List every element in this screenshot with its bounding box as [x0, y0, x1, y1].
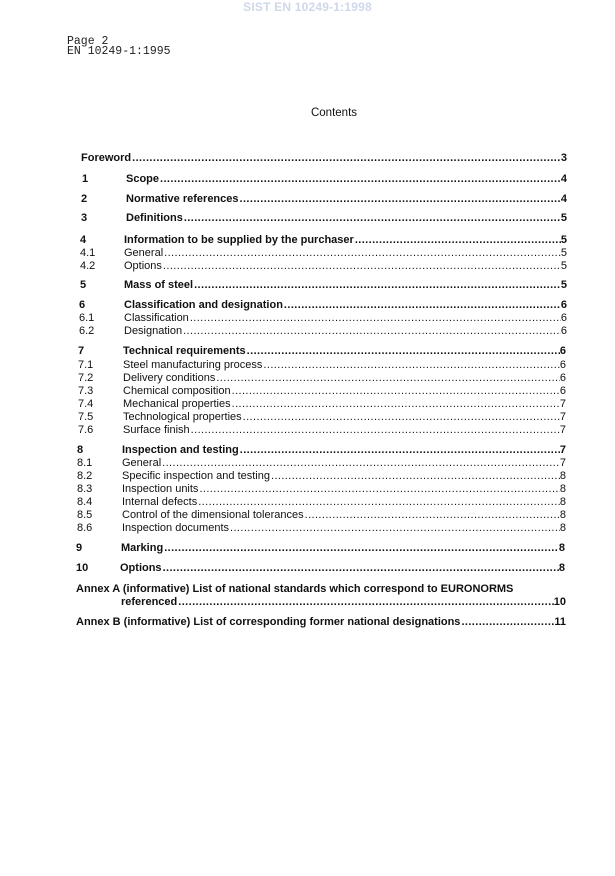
toc-entry-page: 7 — [559, 457, 566, 469]
toc-entry-title: Scope — [126, 173, 160, 185]
toc-entry-page: 6 — [560, 325, 567, 337]
toc-leader-dots — [191, 423, 560, 437]
toc-entry-page: 8 — [559, 496, 566, 508]
toc-entry-title: Designation — [124, 325, 183, 337]
toc-entry-page: 3 — [560, 152, 567, 164]
toc-entry-title: Delivery conditions — [123, 372, 216, 384]
toc-entry-title: Technological properties — [123, 411, 242, 423]
toc-entry — [78, 423, 566, 437]
toc-entry-title: Chemical composition — [123, 385, 231, 397]
toc-leader-dots — [355, 233, 561, 247]
toc-entry-page: 6 — [559, 345, 566, 357]
contents-title: Contents — [310, 107, 358, 119]
toc-entry-page: 6 — [559, 359, 566, 371]
toc-entry-page: 5 — [560, 260, 567, 272]
toc-leader-dots — [162, 456, 560, 470]
toc-entry — [79, 324, 567, 338]
toc-entry-title: Definitions — [126, 212, 183, 224]
toc-entry-title: Annex A (informative) List of national standards which correspond to EURONORMS — [76, 583, 514, 595]
toc-entry-page: 5 — [560, 279, 567, 291]
toc-entry-number: 8.4 — [77, 496, 93, 508]
toc-entry — [76, 615, 566, 629]
toc-entry-page: 8 — [559, 470, 566, 482]
toc-entry-number: 3 — [81, 212, 88, 224]
toc-entry-page: 6 — [560, 312, 567, 324]
toc-entry-page: 8 — [559, 509, 566, 521]
toc-entry — [121, 595, 566, 609]
toc-entry-title: Inspection and testing — [122, 444, 239, 456]
toc-entry-page: 8 — [559, 483, 566, 495]
toc-entry-page: 4 — [560, 193, 567, 205]
toc-entry — [77, 482, 566, 496]
toc-entry-page: 6 — [560, 299, 567, 311]
toc-entry-number: 8.1 — [77, 457, 93, 469]
toc-entry-number: 6.1 — [79, 312, 95, 324]
toc-leader-dots — [198, 495, 560, 509]
toc-entry-number: 8.5 — [77, 509, 93, 521]
toc-entry-title: Technical requirements — [123, 345, 246, 357]
toc-entry-number: 4 — [80, 234, 87, 246]
toc-entry — [78, 358, 566, 372]
toc-entry-title: Options — [120, 562, 162, 574]
toc-entry-title: Marking — [121, 542, 164, 554]
toc-entry-number: 8.3 — [77, 483, 93, 495]
toc-entry-number: 7.2 — [78, 372, 94, 384]
toc-entry-number: 2 — [81, 193, 88, 205]
document-id: EN 10249-1:1995 — [67, 45, 171, 58]
toc-entry-title: Classification and designation — [124, 299, 283, 311]
toc-entry-page: 7 — [559, 444, 566, 456]
toc-entry-title: Mechanical properties — [123, 398, 231, 410]
toc-leader-dots — [284, 298, 561, 312]
toc-entry — [81, 192, 567, 206]
toc-entry-title: Inspection documents — [122, 522, 230, 534]
toc-entry — [78, 384, 566, 398]
toc-entry — [78, 344, 566, 358]
toc-leader-dots — [132, 151, 561, 165]
toc-leader-dots — [232, 397, 560, 411]
toc-entry-title: Control of the dimensional tolerances — [122, 509, 304, 521]
toc-entry-page: 5 — [560, 234, 567, 246]
toc-entry-title: General — [122, 457, 162, 469]
toc-entry-number: 7.1 — [78, 359, 94, 371]
toc-entry — [78, 397, 566, 411]
toc-entry-title: Foreword — [81, 152, 132, 164]
toc-entry-number: 10 — [76, 562, 89, 574]
toc-entry — [80, 278, 567, 292]
toc-entry — [81, 151, 567, 165]
toc-entry-title: Specific inspection and testing — [122, 470, 270, 482]
toc-entry-number: 1 — [82, 173, 89, 185]
toc-entry — [77, 456, 566, 470]
toc-leader-dots — [163, 259, 561, 273]
toc-entry-page: 8 — [559, 522, 566, 534]
toc-entry-page: 8 — [558, 542, 565, 554]
toc-leader-dots — [216, 371, 560, 385]
toc-entry — [78, 371, 566, 385]
toc-entry — [76, 541, 565, 555]
toc-entry-page: 7 — [559, 398, 566, 410]
toc-entry-number: 8.6 — [77, 522, 93, 534]
toc-leader-dots — [230, 521, 560, 535]
toc-entry-number: 9 — [76, 542, 83, 554]
toc-entry-title: Normative references — [126, 193, 239, 205]
page-label: Page 2 — [67, 35, 109, 48]
toc-leader-dots — [160, 172, 561, 186]
toc-entry-number: 4.1 — [80, 247, 96, 259]
toc-leader-dots — [178, 595, 553, 609]
toc-entry-number: 7 — [78, 345, 85, 357]
toc-entry — [80, 233, 567, 247]
toc-entry — [78, 410, 566, 424]
toc-leader-dots — [461, 615, 554, 629]
toc-leader-dots — [305, 508, 560, 522]
toc-entry — [76, 582, 565, 596]
toc-entry-number: 4.2 — [80, 260, 96, 272]
watermark: SIST EN 10249-1:1998 — [243, 0, 372, 14]
toc-leader-dots — [240, 443, 560, 457]
toc-entry-page: 7 — [559, 424, 566, 436]
toc-entry-page: 8 — [558, 562, 565, 574]
toc-entry-title: referenced — [121, 596, 178, 608]
toc-entry-page: 11 — [554, 616, 566, 628]
toc-leader-dots — [164, 246, 561, 260]
toc-entry-page: 7 — [559, 411, 566, 423]
toc-entry — [77, 443, 566, 457]
toc-entry — [79, 298, 567, 312]
toc-entry — [79, 311, 567, 325]
toc-entry-title: General — [124, 247, 164, 259]
toc-entry-number: 7.5 — [78, 411, 94, 423]
toc-entry — [77, 469, 566, 483]
toc-leader-dots — [183, 324, 561, 338]
toc-entry-title: Annex B (informative) List of corresponding former national designations — [76, 616, 461, 628]
toc-entry — [77, 508, 566, 522]
toc-entry-title: Classification — [124, 312, 189, 324]
toc-entry — [80, 259, 567, 273]
toc-leader-dots — [271, 469, 560, 483]
toc-leader-dots — [263, 358, 559, 372]
toc-leader-dots — [163, 561, 559, 575]
toc-leader-dots — [247, 344, 560, 358]
toc-entry-title: Information to be supplied by the purchaser — [124, 234, 354, 246]
toc-entry — [77, 495, 566, 509]
toc-leader-dots — [199, 482, 559, 496]
toc-entry-page: 6 — [559, 372, 566, 384]
toc-entry-number: 5 — [80, 279, 87, 291]
toc-leader-dots — [164, 541, 559, 555]
toc-leader-dots — [194, 278, 561, 292]
toc-entry-number: 7.4 — [78, 398, 94, 410]
toc-entry — [82, 172, 567, 186]
toc-entry-title: Mass of steel — [124, 279, 194, 291]
toc-entry — [76, 561, 565, 575]
toc-entry — [80, 246, 567, 260]
toc-entry-title: Options — [124, 260, 162, 272]
toc-entry-title: Internal defects — [122, 496, 198, 508]
toc-entry-page: 4 — [560, 173, 567, 185]
toc-leader-dots — [184, 211, 561, 225]
toc-leader-dots — [232, 384, 560, 398]
toc-leader-dots — [190, 311, 561, 325]
toc-entry — [81, 211, 567, 225]
toc-entry-page: 5 — [560, 247, 567, 259]
toc-leader-dots — [243, 410, 560, 424]
toc-entry-number: 8 — [77, 444, 84, 456]
toc-entry-title: Inspection units — [122, 483, 199, 495]
toc-entry-title: Steel manufacturing process — [123, 359, 263, 371]
toc-entry-title: Surface finish — [123, 424, 190, 436]
toc-entry-page: 6 — [559, 385, 566, 397]
toc-entry-page: 10 — [553, 596, 566, 608]
toc-leader-dots — [240, 192, 561, 206]
toc-entry-page: 5 — [560, 212, 567, 224]
toc-entry-number: 7.6 — [78, 424, 94, 436]
toc-entry-number: 7.3 — [78, 385, 94, 397]
toc-entry — [77, 521, 566, 535]
toc-entry-number: 6.2 — [79, 325, 95, 337]
toc-entry-number: 8.2 — [77, 470, 93, 482]
toc-entry-number: 6 — [79, 299, 86, 311]
